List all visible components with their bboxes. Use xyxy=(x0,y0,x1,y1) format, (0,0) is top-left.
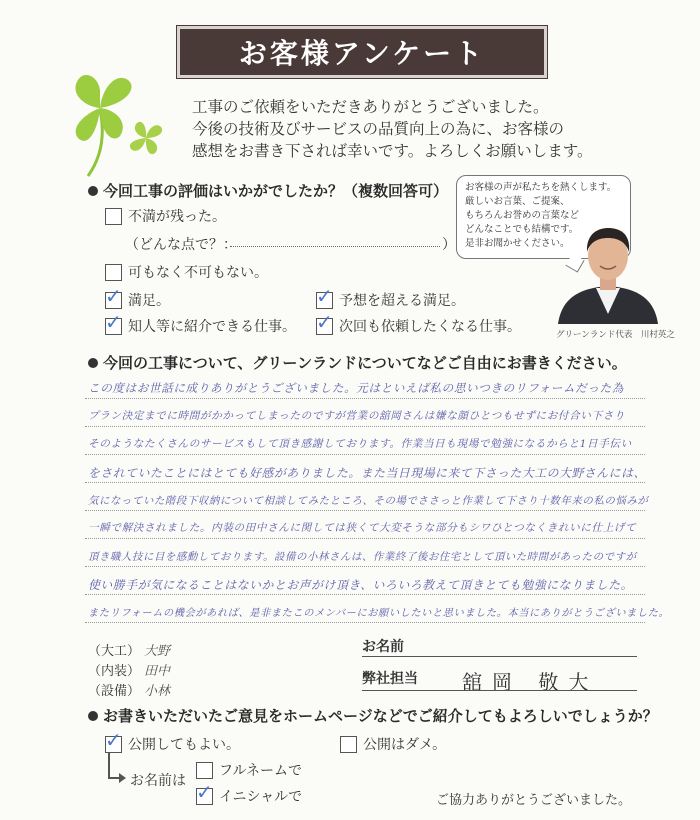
role-name: 田中 xyxy=(144,664,171,679)
writing-line xyxy=(85,622,645,623)
option-beyond-expectations[interactable] xyxy=(316,283,465,310)
checkbox[interactable] xyxy=(316,283,333,309)
bullet-icon xyxy=(88,186,98,196)
option-label: 知人等に紹介できる仕事。 xyxy=(128,319,296,335)
option-publish-no[interactable] xyxy=(340,734,446,754)
role-name: 小林 xyxy=(144,684,171,699)
intro-line: 工事のご依頼をいただきありがとうございました。 xyxy=(192,98,549,116)
writing-line xyxy=(85,398,645,399)
staff-name-field xyxy=(362,690,637,691)
writing-line xyxy=(85,594,645,595)
option-label: 不満が残った。 xyxy=(128,209,226,225)
option-neutral[interactable] xyxy=(105,262,268,282)
writing-line xyxy=(85,482,645,483)
evaluation-heading-text: 今回工事の評価はいかがでしたか？（複数回答可） xyxy=(103,182,449,200)
role-label: （内装） xyxy=(88,664,141,679)
bubble-line: お客様の声が私たちを熱くします。 xyxy=(465,182,617,193)
option-request-again[interactable] xyxy=(316,309,521,336)
handwritten-line: をされていたことにはとても好感がありました。また当日現場に来て下さった大工の大野さんには、 xyxy=(88,466,646,480)
checkbox[interactable] xyxy=(105,283,122,309)
homepage-heading xyxy=(88,705,658,726)
handwritten-line: プラン決定までに時間がかかってしまったのですが営業の舘岡さんは嫌な顔ひとつもせずにお付合い下さり xyxy=(88,410,626,422)
staff-name: 舘岡 敬大 xyxy=(462,670,599,694)
survey-title-banner xyxy=(177,26,547,78)
checkbox[interactable] xyxy=(105,208,122,225)
comments-heading-text: 今回の工事について、グリーンランドについてなどご自由にお書きください。 xyxy=(103,354,627,372)
thanks-text: ご協力ありがとうございました。 xyxy=(436,793,632,808)
role-label: （大工） xyxy=(88,644,141,659)
bubble-line: 是非お聞かせください。 xyxy=(465,238,570,249)
handwritten-line: 使い勝手が気になることはないかとお声がけ頂き、いろいろ教えて頂きとても勉強になりました。 xyxy=(88,578,633,592)
checkmark-icon: ✓ xyxy=(105,727,122,752)
checkmark-icon: ✓ xyxy=(105,283,122,308)
handwritten-line: そのようなたくさんのサービスもして頂き感謝しております。作業当日も現場で勉強になるからと1日手伝い xyxy=(88,438,632,450)
bubble-line: もちろんお誉めの言葉など xyxy=(465,210,580,221)
customer-name-label: お名前 xyxy=(362,639,404,655)
arrow-line xyxy=(108,752,110,778)
checkbox[interactable] xyxy=(196,762,213,779)
bullet-icon xyxy=(88,711,98,721)
which-point-close: ） xyxy=(442,237,456,253)
writing-line xyxy=(85,426,645,427)
option-label: 予想を超える満足。 xyxy=(339,293,465,309)
evaluation-heading xyxy=(88,180,448,201)
representative-portrait xyxy=(552,218,664,324)
option-label: 次回も依頼したくなる仕事。 xyxy=(339,319,521,335)
option-label: フルネームで xyxy=(219,763,303,779)
bubble-line: どんなことでも結構です。 xyxy=(465,224,579,235)
checkbox[interactable] xyxy=(340,736,357,753)
checkbox[interactable] xyxy=(316,309,333,335)
which-point-field[interactable] xyxy=(230,246,440,247)
arrow-right-icon xyxy=(119,773,126,783)
checkbox[interactable] xyxy=(105,309,122,335)
option-dissatisfied[interactable] xyxy=(105,206,226,226)
intro-line: 今後の技術及びサービスの品質向上の為に、お客様の xyxy=(192,120,565,138)
role-label: （設備） xyxy=(88,684,141,699)
role-name: 大野 xyxy=(144,644,171,659)
option-label: 可もなく不可もない。 xyxy=(128,265,268,281)
checkmark-icon: ✓ xyxy=(316,283,333,308)
option-recommendable[interactable] xyxy=(105,309,296,336)
intro-text xyxy=(192,96,652,162)
name-format-text: お名前は xyxy=(130,773,186,789)
handwritten-line: 頂き職人技に目を感動しております。設備の小林さんは、作業終了後お住宅として頂いた時間があったのですが xyxy=(88,551,637,563)
option-publish-ok[interactable] xyxy=(105,727,240,754)
writing-line xyxy=(85,454,645,455)
option-initials[interactable] xyxy=(196,779,303,806)
checkmark-icon: ✓ xyxy=(196,779,213,804)
which-point-label: （どんな点で？： xyxy=(125,237,237,253)
name-format-label xyxy=(130,770,186,790)
handwritten-line: 一瞬で解決されました。内装の田中さんに関しては狭くて大変そうな部分もシワひとつなくきれいに仕上げて xyxy=(88,522,637,534)
homepage-heading-text: お書きいただいたご意見をホームページなどでご紹介してもよろしいでしょうか？ xyxy=(103,707,658,725)
option-label: 公開してもよい。 xyxy=(128,737,240,753)
writing-line xyxy=(85,510,645,511)
writing-line xyxy=(85,538,645,539)
writing-line xyxy=(85,566,645,567)
survey-title: お客様アンケート xyxy=(238,37,486,70)
staff-label: 弊社担当 xyxy=(362,671,418,687)
clover-small-icon xyxy=(124,116,168,160)
option-label: 満足。 xyxy=(128,293,170,309)
checkbox[interactable] xyxy=(196,779,213,805)
checkbox[interactable] xyxy=(105,264,122,281)
checkmark-icon: ✓ xyxy=(316,309,333,334)
handwritten-line: またリフォームの機会があれば、是非またこのメンバーにお願いしたいと思いました。本当にありがとうございました。 xyxy=(88,608,670,619)
handwritten-line: 気になっていた階段下収納について相談してみたところ、その場でささっと作業して下さり十数年来の私の悩みが xyxy=(88,495,649,507)
option-label: イニシャルで xyxy=(219,789,303,805)
role-equipment xyxy=(88,680,170,699)
checkmark-icon: ✓ xyxy=(105,309,122,334)
option-fullname[interactable] xyxy=(196,760,302,780)
option-satisfied[interactable] xyxy=(105,283,170,310)
handwritten-line: この度はお世話に成りありがとうございました。元はといえば私の思いつきのリフォームだった為 xyxy=(88,381,624,395)
checkbox[interactable] xyxy=(105,727,122,753)
option-label: 公開はダメ。 xyxy=(363,737,447,753)
comments-heading xyxy=(88,352,627,373)
role-interior xyxy=(88,660,170,679)
bubble-line: 厳しいお言葉、ご提案、 xyxy=(465,196,570,207)
bullet-icon xyxy=(88,358,98,368)
intro-line: 感想をお書き下されば幸いです。よろしくお願いします。 xyxy=(192,142,593,160)
portrait-caption: グリーンランド代表 川村英之 xyxy=(556,330,675,340)
role-carpenter xyxy=(88,640,170,659)
customer-name-field[interactable] xyxy=(362,656,637,657)
